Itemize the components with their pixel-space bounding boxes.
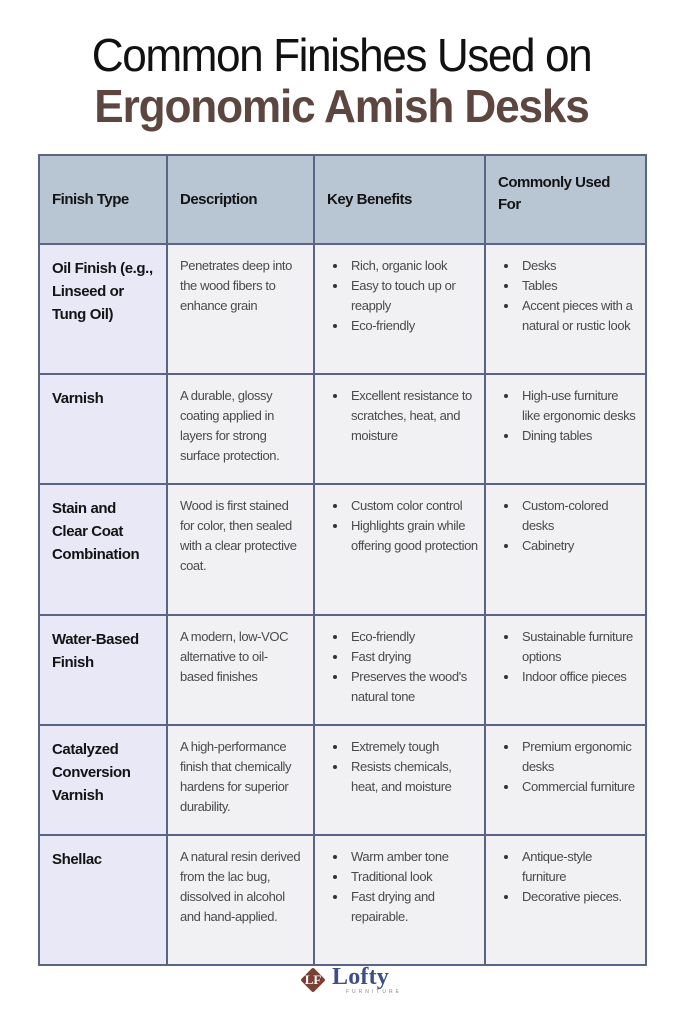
benefits-cell bbox=[314, 725, 485, 835]
benefit-item: Warm amber tone bbox=[351, 847, 478, 867]
benefit-item: Eco-friendly bbox=[351, 316, 478, 336]
logo-wordmark: Lofty bbox=[332, 964, 389, 990]
finish-type-cell: Water-Based Finish bbox=[39, 615, 167, 725]
finish-type-cell: Shellac bbox=[39, 835, 167, 965]
use-item: Custom-colored desks bbox=[522, 496, 639, 536]
description-cell: Wood is first stained for color, then sealed with a clear protective coat. bbox=[167, 484, 314, 615]
benefit-item: Extremely tough bbox=[351, 737, 478, 757]
use-item: Premium ergonomic desks bbox=[522, 737, 639, 777]
description-cell: A high-performance finish that chemically hardens for superior durability. bbox=[167, 725, 314, 835]
table-row bbox=[39, 374, 646, 484]
benefits-cell bbox=[314, 615, 485, 725]
uses-cell bbox=[485, 615, 646, 725]
logo-subtitle: FURNITURE bbox=[346, 989, 402, 995]
use-item: Desks bbox=[522, 256, 639, 276]
use-item: Indoor office pieces bbox=[522, 667, 639, 687]
benefit-item: Traditional look bbox=[351, 867, 478, 887]
table-row bbox=[39, 615, 646, 725]
finish-type-cell: Varnish bbox=[39, 374, 167, 484]
finish-type-cell: Catalyzed Conversion Varnish bbox=[39, 725, 167, 835]
benefit-item: Highlights grain while offering good protection bbox=[351, 516, 478, 556]
benefits-cell bbox=[314, 484, 485, 615]
uses-cell bbox=[485, 725, 646, 835]
benefit-item: Preserves the wood's natural tone bbox=[351, 667, 478, 707]
header-finish-type: Finish Type bbox=[39, 155, 167, 244]
table-row bbox=[39, 725, 646, 835]
finish-type-cell: Stain and Clear Coat Combination bbox=[39, 484, 167, 615]
page-title bbox=[0, 30, 683, 132]
uses-cell bbox=[485, 484, 646, 615]
description-cell: A durable, glossy coating applied in layers for strong surface protection. bbox=[167, 374, 314, 484]
use-item: Antique-style furniture bbox=[522, 847, 639, 887]
use-item: Tables bbox=[522, 276, 639, 296]
benefits-cell bbox=[314, 835, 485, 965]
title-line-2: Ergonomic Amish Desks bbox=[94, 80, 589, 132]
finish-type-cell: Oil Finish (e.g., Linseed or Tung Oil) bbox=[39, 244, 167, 374]
header-key-benefits: Key Benefits bbox=[314, 155, 485, 244]
table-row bbox=[39, 244, 646, 374]
title-line-1: Common Finishes Used on bbox=[91, 29, 592, 81]
header-commonly-used-for: Commonly Used For bbox=[485, 155, 646, 244]
table-header-row bbox=[39, 155, 646, 244]
benefit-item: Rich, organic look bbox=[351, 256, 478, 276]
uses-cell bbox=[485, 835, 646, 965]
description-cell: A modern, low-VOC alternative to oil-based finishes bbox=[167, 615, 314, 725]
uses-cell bbox=[485, 374, 646, 484]
table-row bbox=[39, 484, 646, 615]
uses-cell bbox=[485, 244, 646, 374]
benefit-item: Easy to touch up or reapply bbox=[351, 276, 478, 316]
benefit-item: Fast drying bbox=[351, 647, 478, 667]
logo-diamond-icon: LF bbox=[300, 967, 326, 993]
lofty-furniture-logo bbox=[300, 965, 402, 995]
use-item: Accent pieces with a natural or rustic look bbox=[522, 296, 639, 336]
use-item: Dining tables bbox=[522, 426, 639, 446]
description-cell: A natural resin derived from the lac bug, dissolved in alcohol and hand-applied. bbox=[167, 835, 314, 965]
benefit-item: Eco-friendly bbox=[351, 627, 478, 647]
use-item: Cabinetry bbox=[522, 536, 639, 556]
benefit-item: Excellent resistance to scratches, heat, and moisture bbox=[351, 386, 478, 446]
benefit-item: Custom color control bbox=[351, 496, 478, 516]
benefits-cell bbox=[314, 374, 485, 484]
finishes-table bbox=[38, 154, 647, 966]
use-item: High-use furniture like ergonomic desks bbox=[522, 386, 639, 426]
use-item: Commercial furniture bbox=[522, 777, 639, 797]
use-item: Decorative pieces. bbox=[522, 887, 639, 907]
table-row bbox=[39, 835, 646, 965]
header-description: Description bbox=[167, 155, 314, 244]
benefit-item: Fast drying and repairable. bbox=[351, 887, 478, 927]
use-item: Sustainable furniture options bbox=[522, 627, 639, 667]
description-cell: Penetrates deep into the wood fibers to enhance grain bbox=[167, 244, 314, 374]
benefit-item: Resists chemicals, heat, and moisture bbox=[351, 757, 478, 797]
benefits-cell bbox=[314, 244, 485, 374]
